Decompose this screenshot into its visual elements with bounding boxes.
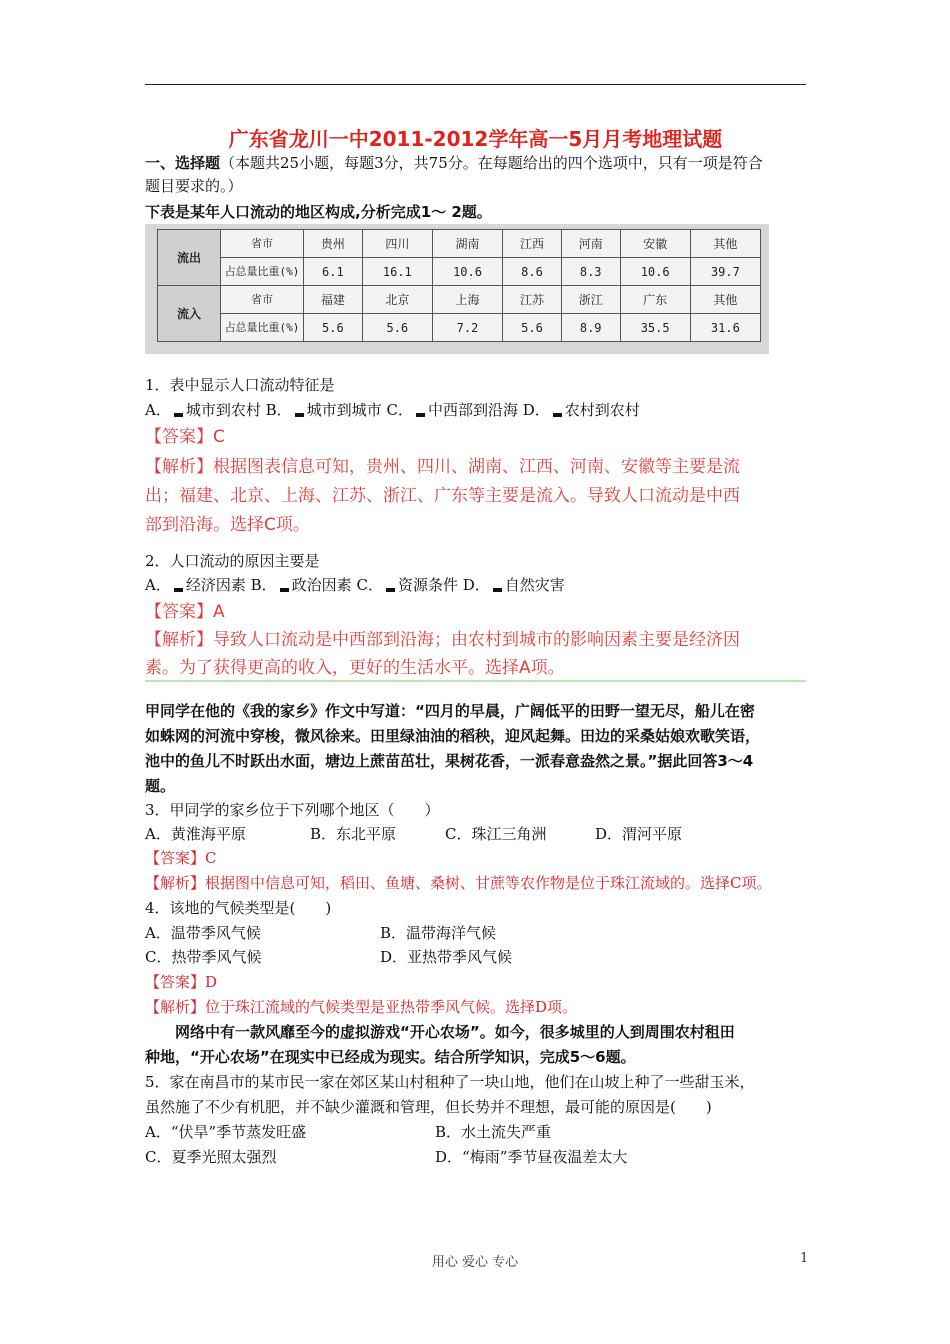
- table-cell: 5.6: [304, 314, 363, 342]
- q5-options: C．夏季光照太强烈 D．“梅雨”季节昼夜温差太大: [145, 1148, 628, 1166]
- q1-options: A． 城市到农村 B． 城市到城市 C． 中西部到沿海 D． 农村到农村: [145, 401, 640, 419]
- q2-analysis: 素。为了获得更高的收入，更好的生活水平。选择A项。: [145, 658, 565, 678]
- q3-options: A．黄淮海平原 B．东北平原 C．珠江三角洲 D．渭河平原: [145, 825, 683, 843]
- table-cell: 16.1: [362, 258, 432, 286]
- table-cell: 39.7: [690, 258, 760, 286]
- table-cell: 5.6: [362, 314, 432, 342]
- q4-analysis: 【解析】位于珠江流域的气候类型是亚热带季风气候。选择D项。: [145, 998, 578, 1016]
- q4-options: A．温带季风气候 B．温带海洋气候: [145, 924, 497, 942]
- table-cell: 7.2: [432, 314, 502, 342]
- page-number: 1: [800, 1251, 809, 1266]
- table-cell: 贵州: [304, 230, 363, 258]
- page-title: 广东省龙川一中2011-2012学年高一5月月考地理试题: [228, 127, 723, 151]
- ratio-header: 占总量比重(%): [221, 258, 304, 286]
- table-cell: 31.6: [690, 314, 760, 342]
- section-instruction-cont: 题目要求的。）: [145, 177, 243, 195]
- q5-options: A．“伏旱”季节蒸发旺盛 B．水土流失严重: [145, 1123, 552, 1141]
- table-cell: 8.3: [561, 258, 620, 286]
- blank-mark: [295, 413, 304, 417]
- table-cell: 浙江: [561, 286, 620, 314]
- table-cell: 江西: [503, 230, 562, 258]
- table-cell: 其他: [690, 230, 760, 258]
- table-cell: 广东: [620, 286, 690, 314]
- q1-answer: 【答案】C: [145, 427, 225, 447]
- q1-analysis: 出；福建、北京、上海、江苏、浙江、广东等主要是流入。导致人口流动是中西: [145, 486, 740, 506]
- province-header: 省市: [221, 230, 304, 258]
- blank-mark: [174, 588, 183, 592]
- blank-mark: [493, 588, 502, 592]
- passage-line: 甲同学在他的《我的家乡》作文中写道：“四月的早晨，广阔低平的田野一望无尽，船儿在密: [145, 702, 755, 720]
- table-cell: 其他: [690, 286, 760, 314]
- table-intro: 下表是某年人口流动的地区构成,分析完成1～ 2题。: [145, 203, 492, 221]
- table-cell: 湖南: [432, 230, 502, 258]
- table-cell: 8.6: [503, 258, 562, 286]
- q3-stem: 3．甲同学的家乡位于下列哪个地区（ ）: [145, 801, 440, 819]
- passage-line: 种地，“开心农场”在现实中已经成为现实。结合所学知识，完成5～6题。: [145, 1048, 636, 1066]
- blank-mark: [280, 588, 289, 592]
- data-table: [157, 229, 761, 342]
- table-cell: 上海: [432, 286, 502, 314]
- blank-mark: [386, 588, 395, 592]
- table-cell: 8.9: [561, 314, 620, 342]
- section-instruction: 一、选择题（本题共25小题，每题3分，共75分。在每题给出的四个选项中，只有一项是符合: [145, 154, 763, 172]
- table-cell: 5.6: [503, 314, 562, 342]
- ratio-header: 占总量比重(%): [221, 314, 304, 342]
- table-cell: 北京: [362, 286, 432, 314]
- province-header: 省市: [221, 286, 304, 314]
- table-cell: 河南: [561, 230, 620, 258]
- q2-stem: 2．人口流动的原因主要是: [145, 552, 320, 570]
- header-rule: [145, 84, 806, 85]
- table-cell: 江苏: [503, 286, 562, 314]
- q1-analysis: 部到沿海。选择C项。: [145, 515, 310, 535]
- section-divider: [145, 680, 806, 682]
- q1-stem: 1．表中显示人口流动特征是: [145, 376, 335, 394]
- in-label: 流入: [158, 286, 221, 342]
- q4-options: C．热带季风气候 D．亚热带季风气候: [145, 948, 513, 966]
- table-cell: 10.6: [432, 258, 502, 286]
- blank-mark: [553, 413, 562, 417]
- q4-stem: 4．该地的气候类型是( ): [145, 899, 332, 917]
- out-label: 流出: [158, 230, 221, 286]
- table-cell: 10.6: [620, 258, 690, 286]
- q2-answer: 【答案】A: [145, 602, 225, 622]
- passage-line: 题。: [145, 777, 176, 795]
- page-footer: 用心 爱心 专心: [431, 1255, 519, 1270]
- blank-mark: [174, 413, 183, 417]
- table-cell: 四川: [362, 230, 432, 258]
- q3-analysis: 【解析】根据图中信息可知，稻田、鱼塘、桑树、甘蔗等农作物是位于珠江流域的。选择C项。: [145, 874, 772, 892]
- q2-analysis: 【解析】导致人口流动是中西部到沿海；由农村到城市的影响因素主要是经济因: [145, 630, 740, 650]
- q2-options: A． 经济因素 B． 政治因素 C． 资源条件 D． 自然灾害: [145, 576, 565, 594]
- population-flow-table: [145, 224, 769, 354]
- table-cell: 6.1: [304, 258, 363, 286]
- passage-line: 池中的鱼儿不时跃出水面，塘边上蔗苗茁壮，果树花香，一派春意盎然之景。”据此回答3～4: [145, 752, 754, 770]
- q1-analysis: 【解析】根据图表信息可知，贵州、四川、湖南、江西、河南、安徽等主要是流: [145, 457, 740, 477]
- blank-mark: [416, 413, 425, 417]
- passage-line: 网络中有一款风靡至今的虚拟游戏“开心农场”。如今，很多城里的人到周围农村租田: [175, 1023, 735, 1041]
- table-cell: 35.5: [620, 314, 690, 342]
- section-heading: 一、选择题: [145, 154, 221, 172]
- table-cell: 福建: [304, 286, 363, 314]
- passage-line: 如蛛网的河流中穿梭，微风徐来。田里绿油油的稻秧，迎风起舞。田边的采桑姑娘欢歌笑语，: [145, 727, 761, 745]
- q5-stem: 5．家在南昌市的某市民一家在郊区某山村租种了一块山地，他们在山坡上种了一些甜玉米，: [145, 1073, 755, 1091]
- q4-answer: 【答案】D: [145, 973, 218, 991]
- table-cell: 安徽: [620, 230, 690, 258]
- q5-stem: 虽然施了不少有机肥，并不缺少灌溉和管理，但长势并不理想，最可能的原因是( ): [145, 1098, 712, 1116]
- q3-answer: 【答案】C: [145, 849, 217, 867]
